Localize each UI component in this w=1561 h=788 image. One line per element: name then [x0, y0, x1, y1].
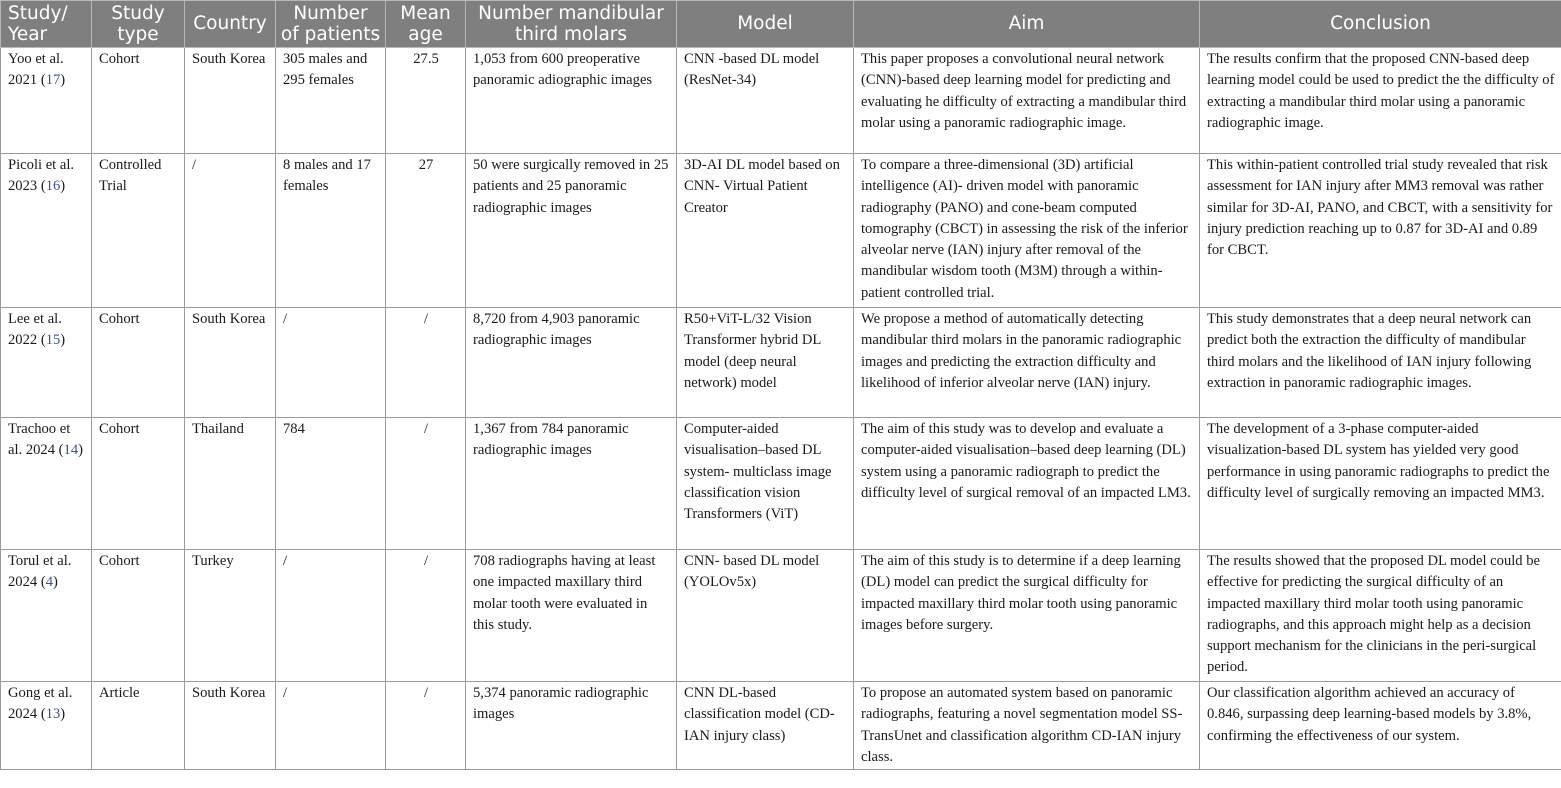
cell-third-molars: 1,053 from 600 preoperative panoramic adiographic images [466, 48, 677, 154]
table-row [1, 550, 1561, 682]
cell-study-year: Yoo et al. 2021 (17) [1, 48, 92, 154]
cell-study-type: Controlled Trial [92, 154, 185, 308]
cell-country: Thailand [185, 418, 276, 550]
cell-aim: This paper proposes a convolutional neural network (CNN)-based deep learning model for predicting and evaluating he difficulty of extracting a mandibular third molar using a panoramic radiographic image. [854, 48, 1200, 154]
cell-mean-age: 27.5 [386, 48, 466, 154]
cell-study-year: Gong et al. 2024 (13) [1, 682, 92, 770]
cell-model: 3D-AI DL model based on CNN- Virtual Patient Creator [677, 154, 854, 308]
cell-aim: To propose an automated system based on panoramic radiographs, featuring a novel segmentation model SS-TransUnet and classification algorithm CD-IAN injury class. [854, 682, 1200, 770]
cell-mean-age: / [386, 550, 466, 682]
table-row [1, 418, 1561, 550]
cell-patients: / [276, 682, 386, 770]
cell-aim: We propose a method of automatically detecting mandibular third molars in the panoramic radiographic images and predicting the extraction difficulty and likelihood of inferior alveolar nerve (IAN) injury. [854, 308, 1200, 418]
cell-model: Computer-aided visualisation–based DL system- multiclass image classification vision Transformers (ViT) [677, 418, 854, 550]
cell-country: South Korea [185, 682, 276, 770]
reference-link[interactable]: 15 [45, 332, 61, 349]
cell-aim: The aim of this study is to determine if a deep learning (DL) model can predict the surgical difficulty for impacted maxillary third molar tooth using panoramic images before surgery. [854, 550, 1200, 682]
table-row [1, 308, 1561, 418]
cell-aim: To compare a three-dimensional (3D) artificial intelligence (AI)- driven model with panoramic radiography (PANO) and cone-beam computed tomography (CBCT) in assessing the risk of the inferior alveolar nerve (IAN) injury after removal of the mandibular wisdom tooth (M3M) through a within-patient controlled trial. [854, 154, 1200, 308]
cell-aim: The aim of this study was to develop and evaluate a computer-aided visualisation–based deep learning (DL) system using a panoramic radiograph to predict the difficulty level of surgical removal of an impacted LM3. [854, 418, 1200, 550]
header-model: Model [677, 1, 854, 48]
cell-study-type: Cohort [92, 48, 185, 154]
cell-mean-age: 27 [386, 154, 466, 308]
cell-model: CNN -based DL model (ResNet-34) [677, 48, 854, 154]
cell-patients: 784 [276, 418, 386, 550]
header-mean-age: Mean age [386, 1, 466, 48]
cell-patients: 305 males and 295 females [276, 48, 386, 154]
cell-study-type: Cohort [92, 308, 185, 418]
cell-mean-age: / [386, 682, 466, 770]
cell-third-molars: 5,374 panoramic radiographic images [466, 682, 677, 770]
cell-conclusion: The results showed that the proposed DL model could be effective for predicting the surgical difficulty of an impacted maxillary third molar tooth using panoramic radiographs, and this approach might help as a decision support mechanism for the clinicians in the peri-surgical period. [1200, 550, 1561, 682]
reference-link[interactable]: 17 [45, 72, 61, 89]
cell-study-year: Lee et al. 2022 (15) [1, 308, 92, 418]
cell-country: Turkey [185, 550, 276, 682]
header-aim: Aim [854, 1, 1200, 48]
cell-mean-age: / [386, 418, 466, 550]
reference-link[interactable]: 16 [45, 178, 61, 195]
cell-model: R50+ViT-L/32 Vision Transformer hybrid DL model (deep neural network) model [677, 308, 854, 418]
cell-country: / [185, 154, 276, 308]
reference-link[interactable]: 14 [63, 442, 79, 459]
cell-third-molars: 708 radiographs having at least one impacted maxillary third molar tooth were evaluated in this study. [466, 550, 677, 682]
header-number-third-molars: Number mandibular third molars [466, 1, 677, 48]
cell-conclusion: This study demonstrates that a deep neural network can predict both the extraction the difficulty of mandibular third molars and the likelihood of IAN injury following extraction in panoramic radiographic images. [1200, 308, 1561, 418]
cell-model: CNN- based DL model (YOLOv5x) [677, 550, 854, 682]
header-conclusion: Conclusion [1200, 1, 1561, 48]
cell-study-year: Picoli et al. 2023 (16) [1, 154, 92, 308]
cell-conclusion: Our classification algorithm achieved an accuracy of 0.846, surpassing deep learning-based models by 3.8%, confirming the effectiveness of our system. [1200, 682, 1561, 770]
cell-third-molars: 1,367 from 784 panoramic radiographic images [466, 418, 677, 550]
header-number-of-patients: Number of patients [276, 1, 386, 48]
cell-third-molars: 50 were surgically removed in 25 patients and 25 panoramic radiographic images [466, 154, 677, 308]
cell-mean-age: / [386, 308, 466, 418]
cell-study-year: Torul et al. 2024 (4) [1, 550, 92, 682]
cell-model: CNN DL-based classification model (CD-IAN injury class) [677, 682, 854, 770]
cell-patients: / [276, 308, 386, 418]
cell-third-molars: 8,720 from 4,903 panoramic radiographic images [466, 308, 677, 418]
cell-study-type: Article [92, 682, 185, 770]
cell-patients: / [276, 550, 386, 682]
cell-study-type: Cohort [92, 550, 185, 682]
header-country: Country [185, 1, 276, 48]
cell-country: South Korea [185, 308, 276, 418]
cell-patients: 8 males and 17 females [276, 154, 386, 308]
table-row [1, 154, 1561, 308]
cell-study-year: Trachoo et al. 2024 (14) [1, 418, 92, 550]
reference-link[interactable]: 13 [45, 706, 61, 723]
table-row [1, 48, 1561, 154]
reference-link[interactable]: 4 [45, 574, 53, 591]
cell-study-type: Cohort [92, 418, 185, 550]
header-study-year: Study/ Year [1, 1, 92, 48]
cell-country: South Korea [185, 48, 276, 154]
cell-conclusion: The results confirm that the proposed CNN-based deep learning model could be used to predict the the difficulty of extracting a mandibular third molar using a panoramic radiographic image. [1200, 48, 1561, 154]
cell-conclusion: The development of a 3-phase computer-aided visualization-based DL system has yielded very good performance in using panoramic radiographs to predict the difficulty level of surgically removing an impacted MM3. [1200, 418, 1561, 550]
table-row [1, 682, 1561, 770]
header-study-type: Study type [92, 1, 185, 48]
header-row [1, 1, 1561, 48]
cell-conclusion: This within-patient controlled trial study revealed that risk assessment for IAN injury after MM3 removal was rather similar for 3D-AI, PANO, and CBCT, with a sensitivity for injury prediction reaching up to 0.87 for 3D-AI and 0.89 for CBCT. [1200, 154, 1561, 308]
